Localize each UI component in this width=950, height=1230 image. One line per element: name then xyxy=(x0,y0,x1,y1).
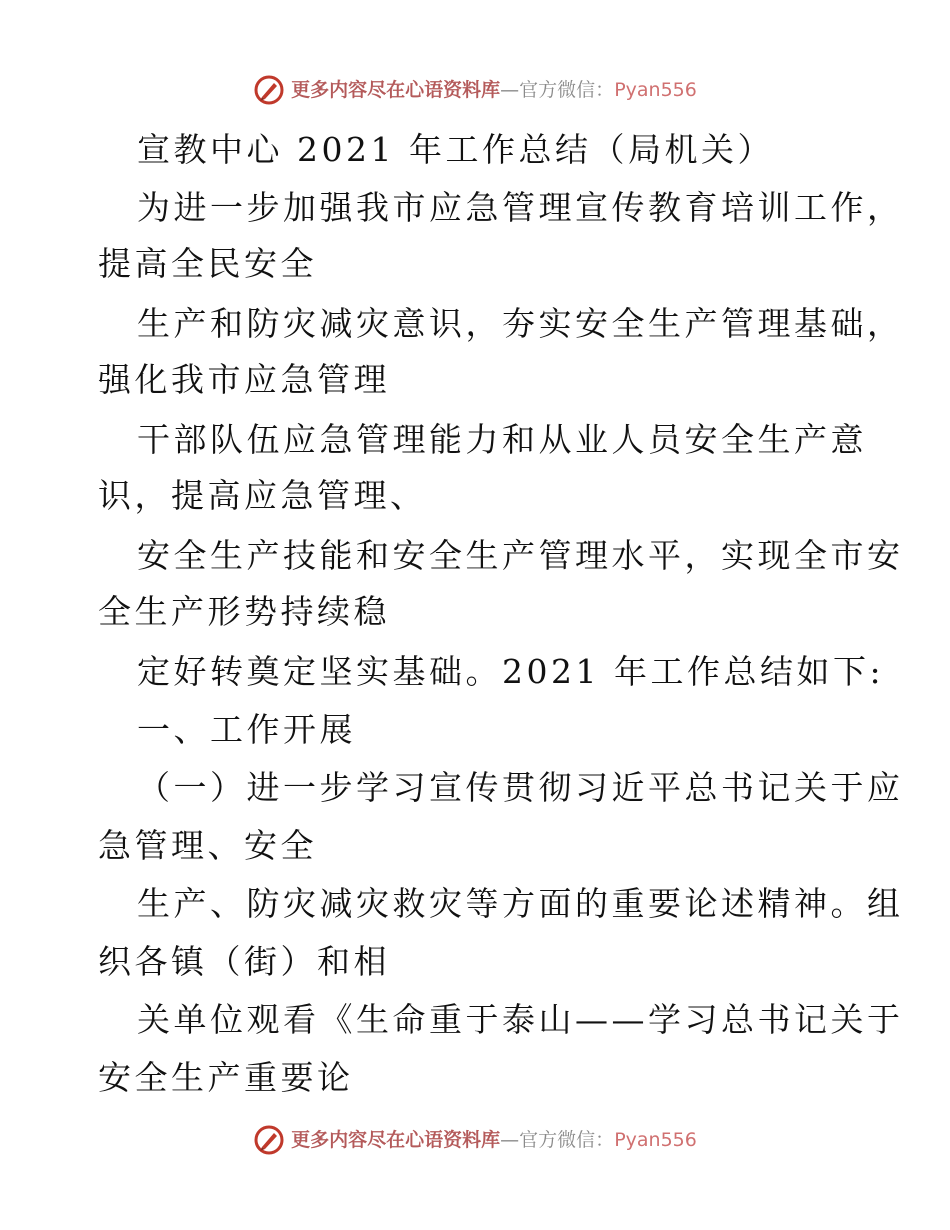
paragraph-line: 安全生产重要论 xyxy=(98,1058,354,1097)
header-watermark xyxy=(0,70,950,110)
paragraph-line: 生产、防灾减灾救灾等方面的重要论述精神。组 xyxy=(137,884,904,923)
paragraph-line: 安全生产技能和安全生产管理水平，实现全市安 xyxy=(137,536,904,575)
paragraph-line: 关单位观看《生命重于泰山——学习总书记关于 xyxy=(137,1000,904,1039)
paragraph-line: 提高全民安全 xyxy=(98,244,317,283)
paragraph-line: 干部队伍应急管理能力和从业人员安全生产意 xyxy=(137,420,867,459)
watermark-wechat-id: Pyan556 xyxy=(614,78,697,101)
watermark-separator: — xyxy=(500,1128,520,1151)
paragraph-line: 为进一步加强我市应急管理宣传教育培训工作， xyxy=(137,188,904,227)
quill-logo-icon xyxy=(253,1124,285,1156)
watermark-wechat-label: 官方微信： xyxy=(519,78,615,101)
watermark-separator: — xyxy=(500,78,520,101)
paragraph-line: 织各镇（街）和相 xyxy=(98,942,390,981)
document-title: 宣教中心 2021 年工作总结（局机关） xyxy=(137,130,774,169)
paragraph-line: 定好转奠定坚实基础。2021 年工作总结如下: xyxy=(137,652,885,691)
paragraph-line: 识，提高应急管理、 xyxy=(98,476,427,515)
section-heading: 一、工作开展 xyxy=(137,710,356,749)
paragraph-line: （一）进一步学习宣传贯彻习近平总书记关于应 xyxy=(137,768,904,807)
footer-watermark xyxy=(0,1120,950,1160)
paragraph-line: 急管理、安全 xyxy=(98,826,317,865)
watermark-wechat-id: Pyan556 xyxy=(614,1128,697,1151)
watermark-wechat-label: 官方微信： xyxy=(519,1128,615,1151)
watermark-main-text: 更多内容尽在心语资料库 xyxy=(291,1128,501,1151)
quill-logo-icon xyxy=(253,74,285,106)
paragraph-line: 强化我市应急管理 xyxy=(98,360,390,399)
watermark-main-text: 更多内容尽在心语资料库 xyxy=(291,78,501,101)
paragraph-line: 全生产形势持续稳 xyxy=(98,592,390,631)
paragraph-line: 生产和防灾减灾意识，夯实安全生产管理基础， xyxy=(137,304,904,343)
